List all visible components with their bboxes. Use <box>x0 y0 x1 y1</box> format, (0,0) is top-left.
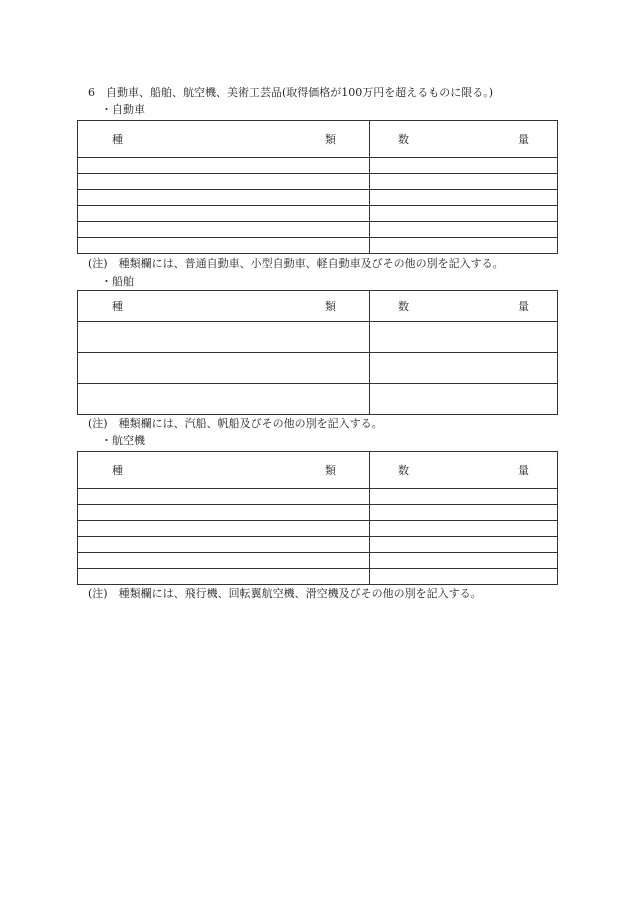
table-row <box>78 489 558 505</box>
table-row <box>78 505 558 521</box>
table-row <box>78 569 558 585</box>
quantity-cell[interactable] <box>370 174 558 190</box>
ship-note: (注) 種類欄には、汽船、帆船及びその他の別を記入する。 <box>88 417 383 430</box>
type-cell[interactable] <box>78 505 370 521</box>
type-cell[interactable] <box>78 206 370 222</box>
type-cell[interactable] <box>78 238 370 254</box>
type-cell[interactable] <box>78 569 370 585</box>
section-heading: 6 自動車、船舶、航空機、美術工芸品(取得価格が100万円を超えるものに限る。) <box>88 86 494 99</box>
type-cell[interactable] <box>78 521 370 537</box>
ship-table <box>77 290 558 415</box>
automobile-table <box>77 120 558 254</box>
table-row <box>78 222 558 238</box>
type-cell[interactable] <box>78 489 370 505</box>
quantity-cell[interactable] <box>370 537 558 553</box>
quantity-cell[interactable] <box>370 222 558 238</box>
quantity-cell[interactable] <box>370 553 558 569</box>
type-cell[interactable] <box>78 553 370 569</box>
type-column-header: 種 類 <box>78 291 370 322</box>
type-cell[interactable] <box>78 190 370 206</box>
type-cell[interactable] <box>78 158 370 174</box>
table-row <box>78 190 558 206</box>
table-row <box>78 384 558 415</box>
type-cell[interactable] <box>78 174 370 190</box>
table-header-row <box>78 121 558 158</box>
type-cell[interactable] <box>78 322 370 353</box>
table-row <box>78 537 558 553</box>
table-row <box>78 553 558 569</box>
automobile-note: (注) 種類欄には、普通自動車、小型自動車、軽自動車及びその他の別を記入する。 <box>88 257 504 270</box>
table-row <box>78 353 558 384</box>
quantity-column-header: 数 量 <box>370 452 558 489</box>
table-row <box>78 322 558 353</box>
quantity-cell[interactable] <box>370 190 558 206</box>
ship-label: ・船舶 <box>101 275 134 288</box>
quantity-cell[interactable] <box>370 489 558 505</box>
quantity-cell[interactable] <box>370 238 558 254</box>
aircraft-note: (注) 種類欄には、飛行機、回転翼航空機、滑空機及びその他の別を記入する。 <box>88 587 482 600</box>
quantity-cell[interactable] <box>370 322 558 353</box>
quantity-cell[interactable] <box>370 206 558 222</box>
table-row <box>78 158 558 174</box>
quantity-cell[interactable] <box>370 521 558 537</box>
table-header-row <box>78 452 558 489</box>
table-header-row <box>78 291 558 322</box>
type-cell[interactable] <box>78 222 370 238</box>
aircraft-table <box>77 451 558 585</box>
type-cell[interactable] <box>78 384 370 415</box>
quantity-cell[interactable] <box>370 353 558 384</box>
table-row <box>78 206 558 222</box>
quantity-cell[interactable] <box>370 384 558 415</box>
table-row <box>78 238 558 254</box>
type-column-header: 種 類 <box>78 121 370 158</box>
type-column-header: 種 類 <box>78 452 370 489</box>
quantity-cell[interactable] <box>370 505 558 521</box>
quantity-column-header: 数 量 <box>370 291 558 322</box>
aircraft-label: ・航空機 <box>101 434 145 447</box>
quantity-cell[interactable] <box>370 158 558 174</box>
quantity-cell[interactable] <box>370 569 558 585</box>
type-cell[interactable] <box>78 537 370 553</box>
table-row <box>78 174 558 190</box>
quantity-column-header: 数 量 <box>370 121 558 158</box>
table-row <box>78 521 558 537</box>
type-cell[interactable] <box>78 353 370 384</box>
automobile-label: ・自動車 <box>101 103 145 116</box>
